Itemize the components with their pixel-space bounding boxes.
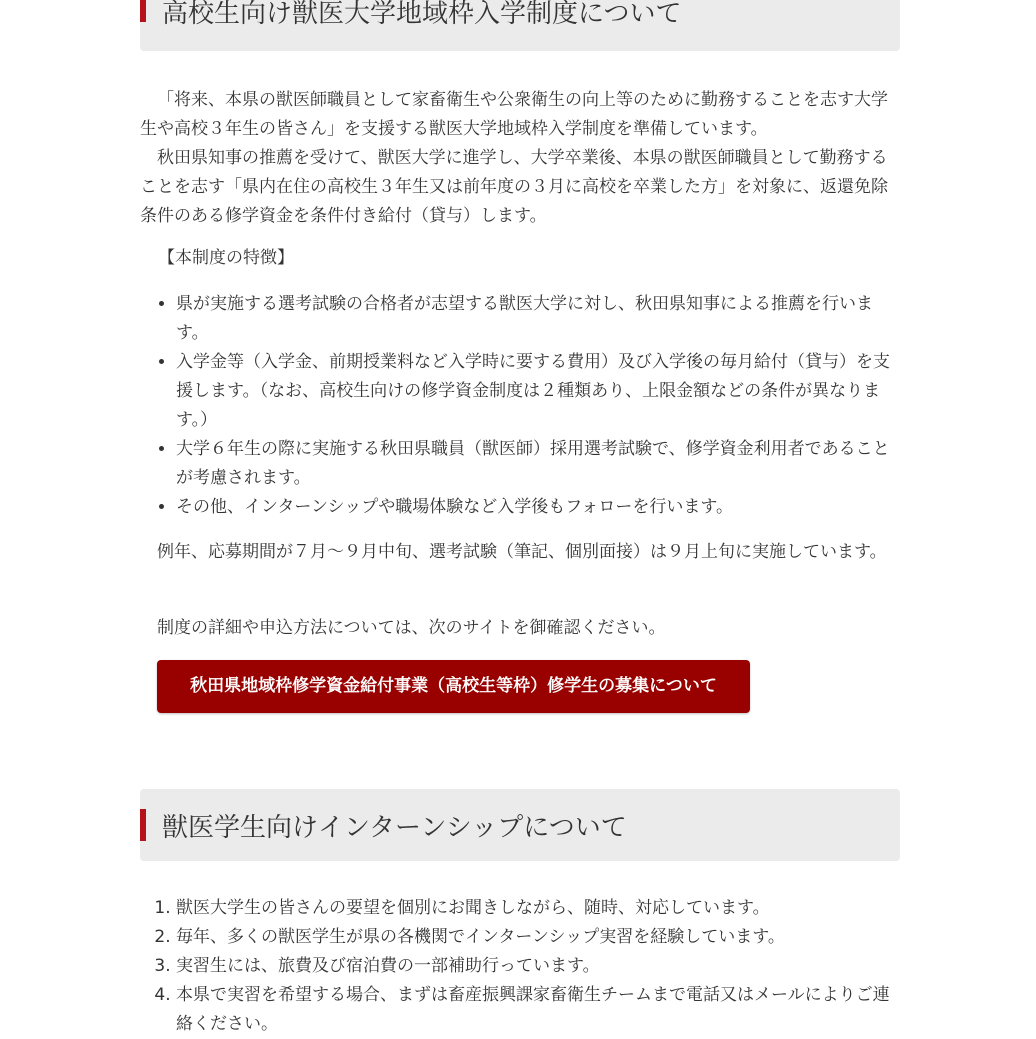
list-item: • 大学６年生の際に実施する秋田県職員（獣医師）採用選考試験で、修学資金利用者であることが考慮されます。 (176, 435, 900, 493)
intro-text (140, 86, 900, 231)
section-title: 獣医学生向けインターンシップについて (162, 813, 627, 843)
heading-accent-bar (140, 809, 146, 841)
intro-paragraph: 「将来、本県の獣医師職員として家畜衛生や公衆衛生の向上等のために勤務することを志す大学生や高校３年生の皆さん」を支援する獣医大学地域枠入学制度を準備しています。 (140, 90, 888, 139)
heading-accent-bar (140, 0, 146, 22)
list-item: 1. 獣医大学生の皆さんの要望を個別にお聞きしながら、随時、対応しています。 (176, 894, 900, 923)
list-item: 4. 本県で実習を希望する場合、まずは畜産振興課家畜衛生チームまで電話又はメールによりご連絡ください。 (176, 981, 900, 1039)
scholarship-link-button[interactable]: 秋田県地域枠修学資金給付事業（高校生等枠）修学生の募集について (157, 660, 750, 713)
section-heading-internship (140, 789, 900, 861)
section-title: 高校生向け獣医大学地域枠入学制度について (162, 0, 682, 29)
list-item: • 県が実施する選考試験の合格者が志望する獣医大学に対し、秋田県知事による推薦を行います。 (176, 290, 900, 348)
internship-list (140, 894, 900, 1039)
application-period-text: 例年、応募期間が７月～９月中旬、選考試験（筆記、個別面接）は９月上旬に実施しています。 (157, 542, 887, 562)
list-item: • 入学金等（入学金、前期授業料など入学時に要する費用）及び入学後の毎月給付（貸与）を支援します。（なお、高校生向けの修学資金制度は２種類あり、上限金額などの条件が異なります。） (176, 348, 900, 435)
details-text: 制度の詳細や申込方法については、次のサイトを御確認ください。 (157, 618, 666, 638)
section-heading-admission (140, 0, 900, 51)
list-item: 3. 実習生には、旅費及び宿泊費の一部補助行っています。 (176, 952, 900, 981)
list-item: 2. 毎年、多くの獣医学生が県の各機関でインターンシップ実習を経験しています。 (176, 923, 900, 952)
intro-paragraph: 秋田県知事の推薦を受けて、獣医大学に進学し、大学卒業後、本県の獣医師職員として勤務することを志す「県内在住の高校生３年生又は前年度の３月に高校を卒業した方」を対象に、返還免除条件のある修学資金を条件付き給付（貸与）します。 (140, 148, 888, 226)
features-list (140, 290, 900, 522)
features-label: 【本制度の特徴】 (158, 248, 294, 268)
list-item: • その他、インターンシップや職場体験など入学後もフォローを行います。 (176, 493, 900, 522)
